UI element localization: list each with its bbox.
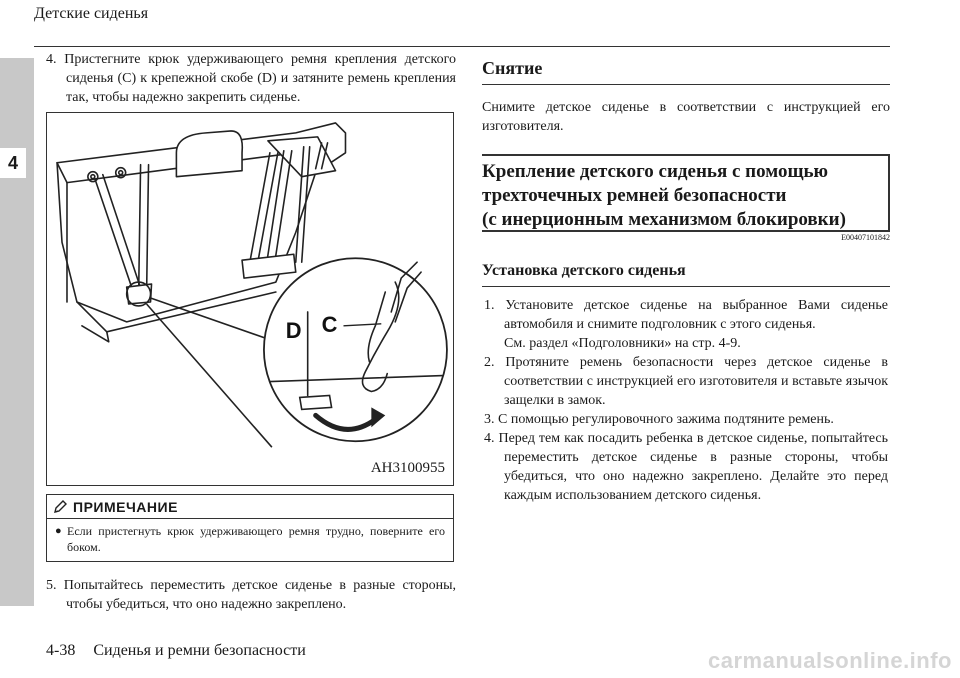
main-heading-bottom-rule bbox=[482, 230, 890, 232]
note-box bbox=[46, 494, 454, 562]
header-rule bbox=[34, 46, 890, 47]
step-4-left: 4. Пристегните крюк удерживающего ремня крепления детского сиденья (C) к крепежной скобе (D) и затяните ремень крепления так, чтобы надежно закрепить сиденье. bbox=[46, 52, 456, 105]
install-steps bbox=[484, 296, 888, 505]
note-body bbox=[47, 519, 453, 555]
install-step-3: 3. С помощью регулировочного зажима подтяните ремень. bbox=[484, 412, 834, 427]
main-heading-block bbox=[482, 156, 890, 230]
note-title: ПРИМЕЧАНИЕ bbox=[73, 498, 178, 515]
install-step-4: 4. Перед тем как посадить ребенка в детское сиденье, попытайтесь переместить детское сиденье в разные стороны, чтобы убедиться, что оно надежно закреплено. Делайте это перед каждым использованием детского сиденья. bbox=[484, 431, 888, 503]
removal-text: Снимите детское сиденье в соответствии с инструкцией его изготовителя. bbox=[482, 100, 890, 134]
removal-rule bbox=[482, 84, 890, 85]
install-heading: Установка детского сиденья bbox=[482, 262, 686, 279]
seat-tether-illustration bbox=[47, 113, 453, 485]
note-text: Если пристегнуть крюк удерживающего ремня трудно, поверните его боком. bbox=[67, 524, 445, 554]
page-number: 4-38 bbox=[46, 642, 76, 659]
watermark: carmanualsonline.info bbox=[708, 648, 952, 673]
step-5-left: 5. Попытайтесь переместить детское сиденье в разные стороны, чтобы убедиться, что оно надежно закреплено. bbox=[46, 578, 456, 612]
note-header bbox=[47, 495, 453, 519]
removal-heading: Снятие bbox=[482, 58, 543, 78]
chapter-number: 4 bbox=[0, 148, 26, 178]
install-step-1: 1. Установите детское сиденье на выбранное Вами сиденье автомобиля и снимите подголовник с этого сиденья. bbox=[484, 298, 888, 332]
page-footer bbox=[46, 642, 306, 660]
figure-code: AH3100955 bbox=[370, 460, 445, 476]
pencil-note-icon bbox=[53, 500, 67, 514]
install-step-1-reference: См. раздел «Подголовники» на стр. 4-9. bbox=[504, 336, 741, 351]
step-5-left-container bbox=[46, 576, 456, 614]
main-heading-line-3: (с инерционным механизмом блокировки) bbox=[482, 209, 846, 230]
bullet-icon: ● bbox=[55, 525, 62, 537]
chapter-side-tab bbox=[0, 58, 34, 606]
install-step-2: 2. Протяните ремень безопасности через детское сиденье в соответствии с инструкцией его изготовителя и вставьте язычок защелки в замок. bbox=[484, 355, 888, 408]
figure-label-d: D bbox=[285, 317, 302, 343]
install-rule bbox=[482, 286, 890, 287]
main-heading-line-1: Крепление детского сиденья с помощью bbox=[482, 161, 829, 182]
section-code: E00407101842 bbox=[841, 233, 890, 242]
footer-section-title: Сиденья и ремни безопасности bbox=[93, 642, 306, 659]
left-column bbox=[46, 50, 456, 107]
figure-child-seat-tether bbox=[46, 112, 454, 486]
figure-label-c: C bbox=[321, 311, 338, 337]
running-header: Детские сиденья bbox=[34, 5, 149, 22]
main-heading-line-2: трехточечных ремней безопасности bbox=[482, 185, 787, 206]
removal-text-block bbox=[482, 98, 890, 136]
